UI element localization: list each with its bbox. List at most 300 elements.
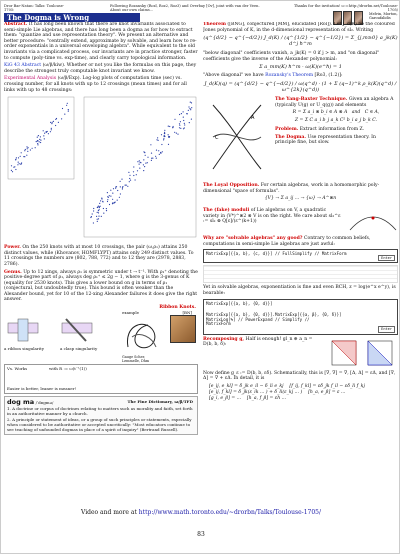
- abstract-text: It has long been known that there are knot invariants associated to semi-simple Lie algebras, and there has long been a dogma as for how to extract them: "quantize and use representation theory". We present an alternative and better procedure: "centrally extend, approximate by solvable, and learn how to re-order exponentials in a universal enveloping algebra". While equivalent to the old invariants via a complicated process, our invariants are in practice stronger, faster to compute (poly-time vs. exp-time), and clearly carry topological information.: [4, 22, 198, 61]
- plot-point: [152, 158, 153, 159]
- plot-point: [19, 163, 20, 164]
- plot-point: [109, 195, 110, 196]
- plot-point: [147, 157, 148, 158]
- plot-point: [43, 130, 44, 131]
- plot-point: [98, 206, 99, 207]
- plot-point: [145, 163, 146, 164]
- singularity-drawings: [4, 317, 114, 345]
- plot-point: [174, 119, 175, 120]
- plot-point: [186, 113, 187, 114]
- plot-point: [107, 201, 108, 202]
- plot-point: [20, 156, 21, 157]
- recompose-section: [203, 337, 398, 371]
- abstract-label: Abstract.: [4, 22, 28, 27]
- header-left: Dror Bar-Natan: Talks: Toulouse-1705:: [4, 4, 65, 13]
- singularity2-label: a clasp singularity: [60, 346, 98, 352]
- plot-point: [47, 131, 48, 132]
- plot-point: [51, 128, 52, 129]
- ribbon-ref: [BN]: [182, 310, 192, 316]
- plot-point: [122, 189, 123, 190]
- plot-point: [151, 160, 152, 161]
- plot-point: [51, 123, 52, 124]
- plot-point: [96, 216, 97, 217]
- plot-point: [44, 133, 45, 134]
- loyal-diagram: {V} → Σ a_ij ... → {ω} → A^⊗n: [264, 196, 337, 202]
- plot-point: [37, 143, 38, 144]
- rozansky-formula: J_d(K)(q) = (q^{d/2} − q^{−d/2}) / ω(q^d) · (1 + Σ (q−1)^k ρ_k(K)(q^d) / ω^{2k}(q^d)): [204, 80, 397, 94]
- code-line-4[interactable]: MatrixLog[%] // PowerExpand // Simplify //: [206, 316, 310, 322]
- plot-point: [21, 152, 22, 153]
- plot-point: [168, 144, 169, 145]
- vs-text: with R := ω(t⁻¹(1)): [49, 366, 87, 372]
- kig-text: (ω/β/kiw). Whether or not you like the formulas on this page, they describe the strongest truly computable knot invariant we know.: [4, 63, 197, 74]
- plot-point: [151, 153, 152, 154]
- plot-point: [27, 151, 28, 152]
- awful-output: [203, 265, 398, 283]
- plot-point: [97, 219, 98, 220]
- plot-point: [164, 136, 165, 137]
- plot-point: [46, 131, 47, 132]
- plot-point: [184, 123, 185, 124]
- plot-point: [43, 135, 44, 136]
- right-column: [203, 22, 398, 508]
- plot-point: [93, 208, 94, 209]
- plot-point: [139, 168, 140, 169]
- why-section: [203, 236, 398, 247]
- plot-point: [58, 122, 59, 123]
- plot-point: [66, 105, 67, 106]
- genus-section: [4, 270, 198, 304]
- plot-point: [184, 125, 185, 126]
- plot-point: [191, 102, 192, 103]
- plot-point: [26, 146, 27, 147]
- plot-point: [112, 193, 113, 194]
- plot-point: [107, 199, 108, 200]
- plot-point: [64, 114, 65, 115]
- plot-point: [183, 111, 184, 112]
- enter-button-1[interactable]: Enter: [378, 255, 395, 261]
- plot-knots: [4, 95, 76, 183]
- plot-point: [137, 170, 138, 171]
- plot-point: [143, 151, 144, 152]
- plot-point: [158, 150, 159, 151]
- plot-links: [80, 95, 198, 239]
- plot-point: [92, 214, 93, 215]
- knot-photo: [170, 315, 196, 343]
- power-text: On the 250 knots with at most 10 crossings, the pair (ω,ρ₁) attains 250 distinct values, while (Khovanov, HOMFLYPT) attains only 249 distinct values. To 11 crossings the numbers are (802, 788, 772) and to 12 they are (2978, 2883, 2786).: [4, 245, 194, 267]
- plot-point: [183, 120, 184, 121]
- above-label: "Above diagonal" we have: [203, 73, 264, 79]
- code-box-1: [203, 249, 398, 263]
- above-diagonal: [203, 73, 398, 79]
- plot-point: [120, 186, 121, 187]
- plot-point: [44, 138, 45, 139]
- svg-text:C: C: [215, 134, 219, 141]
- plot-point: [11, 165, 12, 166]
- plot-point: [139, 160, 140, 161]
- plot-point: [139, 164, 140, 165]
- page-footer: [1, 509, 400, 516]
- plot-point: [164, 132, 165, 133]
- plot-point: [120, 181, 121, 182]
- triangle-matrix-diagram: [328, 337, 398, 371]
- plot-point: [98, 210, 99, 211]
- plot-point: [115, 202, 116, 203]
- rozansky-link[interactable]: Rozansky's Theorem: [265, 73, 314, 79]
- singularity1-label: a ribbon singularity: [4, 346, 44, 352]
- plot-point: [115, 186, 116, 187]
- plot-point: [191, 119, 192, 120]
- plot-point: [133, 175, 134, 176]
- solvable-text: Yet in solvable algebras, exponentiation is fine and even BCH, z = log(e^x e^y), is bearable:: [203, 285, 396, 296]
- plot-point: [129, 178, 130, 179]
- plot-point: [188, 110, 189, 111]
- plot-point: [122, 186, 123, 187]
- kig-section: [4, 63, 198, 74]
- fake-text-block: [203, 208, 343, 225]
- recompose-text-block: [203, 337, 323, 348]
- plot-point: [133, 171, 134, 172]
- plot-point: [172, 127, 173, 128]
- plot-point: [113, 203, 114, 204]
- dogma-phonetic: /ˈdɒɡmə/: [35, 400, 54, 406]
- plot-point: [183, 117, 184, 118]
- plot-point: [27, 148, 28, 149]
- plot-point: [101, 216, 102, 217]
- plot-point: [169, 137, 170, 138]
- plot-point: [37, 137, 38, 138]
- plot-point: [55, 119, 56, 120]
- ybt-dogma: [275, 135, 397, 146]
- plot-point: [179, 125, 180, 126]
- plot-point: [68, 109, 69, 110]
- loyal-label: The Loyal Opposition.: [203, 182, 260, 188]
- plot-point: [97, 212, 98, 213]
- plot-point: [98, 212, 99, 213]
- plot-point: [40, 140, 41, 141]
- genus-text: Up to 12 xings, always ρ₁ is symmetric under t → t⁻¹. With ρ₁⁺ denoting the positive-degree part of ρ₁, always deg ρ₁⁺ ≤ 2g − 1, where g is the 3-genus of K (equality for 2530 knots). This gives a lower bound on g in terms of ρ₁ (conjectural, but undoubtedly true). This bound is often weaker than the Alexander bound, yet for 10 of the 12-xing Alexander failures it does give the right answer.: [4, 269, 198, 303]
- plot-point: [122, 187, 123, 188]
- abstract-section: [4, 22, 198, 61]
- plot-point: [174, 132, 175, 133]
- enter-button-2[interactable]: Enter: [378, 326, 395, 332]
- plot-point: [113, 188, 114, 189]
- ybt-intro: [275, 97, 397, 108]
- plot-point: [97, 221, 98, 222]
- plot-point: [191, 107, 192, 108]
- plot-point: [39, 139, 40, 140]
- plot-point: [120, 194, 121, 195]
- plot-point: [130, 180, 131, 181]
- plot-point: [37, 144, 38, 145]
- theorem-text: ([BNG], conjectured [MM], elucidated [Rol]). Let J_d(K) be the coloured Jones polynomial of K, in the d-dimensional representation of sl₂. Writing: [203, 22, 395, 33]
- plot-point: [68, 111, 69, 112]
- jones-formula: (q^{d/2} − q^{−d/2}) J_d(K) / (q^{1/2} − q^{−1/2}) = Σ_{j,m≥0} a_jk(K) d^j ħ^m: [203, 35, 398, 48]
- fake-label: The (fake) moduli: [203, 208, 250, 214]
- plot-point: [164, 135, 165, 136]
- plot-point: [156, 139, 157, 140]
- plot-point: [25, 149, 26, 150]
- plot-point: [137, 161, 138, 162]
- moduli-sketch: [348, 208, 398, 234]
- plot-point: [188, 107, 189, 108]
- ribbon-label: Ribbon Knots.: [159, 305, 196, 311]
- video-prefix: Video and more at: [81, 509, 137, 516]
- plot-point: [158, 140, 159, 141]
- genus-label: Genus.: [4, 269, 22, 275]
- plot-point: [103, 213, 104, 214]
- ybt-problem: [275, 127, 397, 133]
- dogma-def-1: 1. A doctrine or corpus of doctrines relating to matters such as morality and faith, set forth in an authoritative manner by a church.: [7, 406, 193, 416]
- theorem-section: [203, 22, 398, 33]
- loglog-plots: [4, 95, 198, 243]
- plot-point: [93, 211, 94, 212]
- plot-point: [115, 188, 116, 189]
- ybt-problem-text: Extract information from Z.: [299, 127, 365, 133]
- plot-point: [18, 157, 19, 158]
- plot-point: [177, 134, 178, 135]
- plot-point: [12, 171, 13, 172]
- plot-point: [147, 162, 148, 163]
- page-title: The Dogma is Wrong: [4, 13, 140, 22]
- plot-point: [61, 118, 62, 119]
- plot-point: [140, 162, 141, 163]
- plot-point: [40, 142, 41, 143]
- plot-point: [155, 156, 156, 157]
- exp-label: Experimental Analysis: [4, 76, 57, 82]
- plot-point: [109, 204, 110, 205]
- plot-point: [15, 159, 16, 160]
- plot-point: [125, 185, 126, 186]
- plot-point: [143, 159, 144, 160]
- exp-text: (ω/β/Exp). Log-log plots of computation time (sec) vs. crossing number, for all knots with up to 12 crossings (mean times) and for all links with up to 48 crossings:: [4, 76, 187, 93]
- plot-point: [136, 174, 137, 175]
- fine-dictionary: The Fine Dictionary, ω/β/TFD: [127, 399, 193, 405]
- plot-point: [18, 162, 19, 163]
- ribbon-section: [4, 305, 198, 363]
- plot-point: [39, 141, 40, 142]
- plot-point: [62, 108, 63, 109]
- plot-point: [190, 109, 191, 110]
- plot-point: [164, 133, 165, 134]
- fine-print: Easier is better, leaner is meaner!: [7, 386, 77, 392]
- plot-point: [179, 123, 180, 124]
- plot-point: [110, 190, 111, 191]
- plot-point: [100, 200, 101, 201]
- plot-point: [180, 121, 181, 122]
- plot-point: [40, 136, 41, 137]
- code-line-1[interactable]: MatrixExp[{{a, b}, {c, d}}] // FullSimplify // MatrixForm: [206, 251, 347, 257]
- plot-point: [98, 216, 99, 217]
- plot-point: [150, 144, 151, 145]
- plot-point: [126, 185, 127, 186]
- plot-point: [190, 102, 191, 103]
- plot-point: [50, 122, 51, 123]
- dogma-definition: [4, 396, 198, 435]
- loyal-section: [203, 183, 398, 194]
- plot-point: [110, 196, 111, 197]
- plot-point: [26, 155, 27, 156]
- plot-point: [35, 147, 36, 148]
- plot-point: [157, 137, 158, 138]
- plot-point: [53, 121, 54, 122]
- plot-point: [127, 186, 128, 187]
- recompose-label: Recomposing g,: [203, 336, 245, 342]
- theorem-label: Theorem: [203, 22, 226, 27]
- bracket-relations: [e_ij, e_kl] = δ_jk e_il − δ_li e_kj [f_ij, f_kl] = εδ_jk f_il − εδ_li f_kj [e_ij, f_kl] = δ_jk(ε_ik ... ) + δ_li(ε_kj ... ) [h_a, e_β] = ε ... [g_i, e_β] = ... [h_a, f_β] = εh ...: [209, 383, 365, 402]
- ribbon-example: example: [122, 310, 140, 316]
- plot-point: [121, 179, 122, 180]
- video-link[interactable]: http://www.math.toronto.edu/~drorbn/Talks/Toulouse-1705/: [138, 509, 321, 516]
- plot-point: [129, 181, 130, 182]
- plot-point: [102, 201, 103, 202]
- plot-point: [168, 126, 169, 127]
- tangle-diagram: [203, 97, 271, 177]
- svg-text:A: A: [251, 114, 255, 121]
- plot-point: [67, 103, 68, 104]
- power-label: Power.: [4, 245, 21, 251]
- r-element: R = Σ a_i ⊗ b_i ∈ A ⊗ A and C ∈ A,: [292, 110, 380, 116]
- plot-point: [24, 150, 25, 151]
- plot-point: [179, 114, 180, 115]
- plot-point: [169, 126, 170, 127]
- plot-point: [168, 134, 169, 135]
- header-right[interactable]: Thanks for the invitation! ω:=http://drorbn.net/Toulouse-1705/: [293, 4, 398, 13]
- plot-point: [112, 199, 113, 200]
- plot-point: [143, 170, 144, 171]
- fake-moduli-section: [203, 208, 398, 236]
- plot-point: [16, 157, 17, 158]
- recompose-text: Half is enough! gl_n ⊕ a_n = D(b, b, δ):: [203, 336, 313, 348]
- plot-point: [32, 148, 33, 149]
- vs-label: Vs. Works: [7, 366, 28, 372]
- plot-point: [11, 170, 12, 171]
- plot-point: [162, 151, 163, 152]
- plot-point: [180, 128, 181, 129]
- plot-point: [143, 164, 144, 165]
- ybt-label: The Yang-Baxter Technique.: [275, 96, 348, 102]
- header-center: Following Rozansky (Rozl, Roz2, Roz3) and Overbay [Ov], joint with van der Veen. About our own claims...: [110, 4, 260, 13]
- plot-point: [156, 158, 157, 159]
- ybt-text: Given an algebra A (typically U(g) or U_q(g)) and elements: [275, 96, 394, 108]
- plot-point: [156, 150, 157, 151]
- plot-point: [101, 198, 102, 199]
- page-number: 83: [197, 531, 205, 538]
- plot-point: [179, 127, 180, 128]
- dogma-def-2: 2. A principle or statement of ideas, or a group of such principles or statements, especially when considered to be authoritative or accepted uncritically: "Most educators continue to see teaching of unfounded dogmas in place of a spirit of inquiry" (Bertrand Russell).: [7, 416, 192, 432]
- exp-section: [4, 76, 198, 93]
- plot-point: [128, 172, 129, 173]
- alexander-formula: Σ a_mm(K) ħ^m · ω(K)(e^ħ) = 1: [259, 64, 342, 71]
- plot-point: [117, 200, 118, 201]
- power-section: [4, 245, 198, 267]
- kig-label[interactable]: KiG 43 Abstract: [4, 63, 42, 69]
- plot-point: [184, 128, 185, 129]
- plot-point: [163, 138, 164, 139]
- below-diagonal-text: "below diagonal" coefficients vanish, a_jk(K) = 0 if j > m, and "on diagonal" coefficients give the inverse of the Alexander polynomial:: [203, 51, 380, 62]
- plot-point: [129, 175, 130, 176]
- plot-point: [14, 166, 15, 167]
- why-text: Contrary to common beliefs, computations in semi-simple Lie algebras are just awful:: [203, 236, 371, 247]
- vs-section: [4, 364, 198, 394]
- plot-point: [176, 133, 177, 134]
- why-label: Why are "solvable algebras" any good?: [203, 236, 303, 242]
- code-line-2[interactable]: MatrixExp[{{a, b}, {0, d}}]: [206, 300, 273, 306]
- plot-point: [30, 150, 31, 151]
- plot-point: [107, 192, 108, 193]
- plot-point: [189, 122, 190, 123]
- fake-text: of Lie algebras on V, a quadratic variety in (V*)^⊗2 ⊗ V is on the right. We care about sl₂^ε := sl₂ ⊗ Q[ε]/(ε^(k+1)): [203, 208, 341, 225]
- ybt-problem-label: Problem.: [275, 127, 299, 133]
- plot-point: [164, 130, 165, 131]
- plot-point: [106, 210, 107, 211]
- ybt-dogma-label: The Dogma.: [275, 134, 306, 140]
- plot-point: [119, 197, 120, 198]
- ribbon-knot-drawing: [122, 317, 162, 355]
- plot-point: [28, 147, 29, 148]
- plot-point: [51, 129, 52, 130]
- now-text: Now define g_ε := D(b, b, εδ). Schematically, this is [∇, ∇] = ∇, [Δ, Δ] = εΔ, and [∇, Δ] = ∇ + εΔ. In detail, it is: [203, 370, 396, 382]
- plot-point: [15, 169, 16, 170]
- plot-point: [106, 208, 107, 209]
- code-box-2: [203, 299, 398, 335]
- plot-point: [93, 223, 94, 224]
- code-line-5[interactable]: MatrixForm: [206, 321, 231, 327]
- plot-point: [98, 218, 99, 219]
- code-line-3[interactable]: MatrixExp[{{a, b}, {0, d}}].MatrixExp[{{α, β}, {0, δ}}]: [206, 311, 342, 317]
- plot-point: [38, 135, 39, 136]
- plot-point: [107, 196, 108, 197]
- plot-point: [20, 164, 21, 165]
- plot-point: [135, 180, 136, 181]
- plot-point: [103, 208, 104, 209]
- plot-point: [112, 203, 113, 204]
- plot-point: [159, 154, 160, 155]
- weird-label: Gauge Scher, Lemmelle, Dhm: [122, 355, 150, 364]
- plot-point: [133, 167, 134, 168]
- above-ref: [Ro3, (1.2)]:: [314, 73, 343, 79]
- plot-point: [37, 140, 38, 141]
- plot-point: [24, 156, 25, 157]
- plot-point: [161, 144, 162, 145]
- plot-point: [99, 203, 100, 204]
- plot-point: [36, 141, 37, 142]
- plot-point: [117, 190, 118, 191]
- plot-point: [99, 206, 100, 207]
- plot-point: [17, 164, 18, 165]
- plot-point: [151, 158, 152, 159]
- plot-point: [55, 125, 56, 126]
- ybt-section: [203, 97, 398, 181]
- plot-point: [161, 134, 162, 135]
- plot-point: [97, 207, 98, 208]
- plot-point: [160, 153, 161, 154]
- plot-point: [144, 166, 145, 167]
- plot-point: [50, 131, 51, 132]
- plot-point: [145, 155, 146, 156]
- plot-point: [90, 217, 91, 218]
- plot-point: [189, 108, 190, 109]
- ybt-dogma-text: Use representation theory. In principle fine, but slow.: [275, 134, 376, 146]
- z-element: Z = Σ C a_i b_j a_k C² b_i a_j b_k C.: [294, 118, 378, 124]
- loyal-text: For certain algebras, work in a homomorphic poly-dimensional "space of formulas".: [203, 182, 380, 194]
- plot-point: [181, 113, 182, 114]
- plot-point: [52, 122, 53, 123]
- dogma-heading: dog ma: [7, 398, 35, 407]
- portraits-caption: Melvin, Morton, Garoufalidis: [369, 12, 398, 21]
- ybt-text-block: [275, 97, 397, 148]
- left-column: [4, 22, 198, 508]
